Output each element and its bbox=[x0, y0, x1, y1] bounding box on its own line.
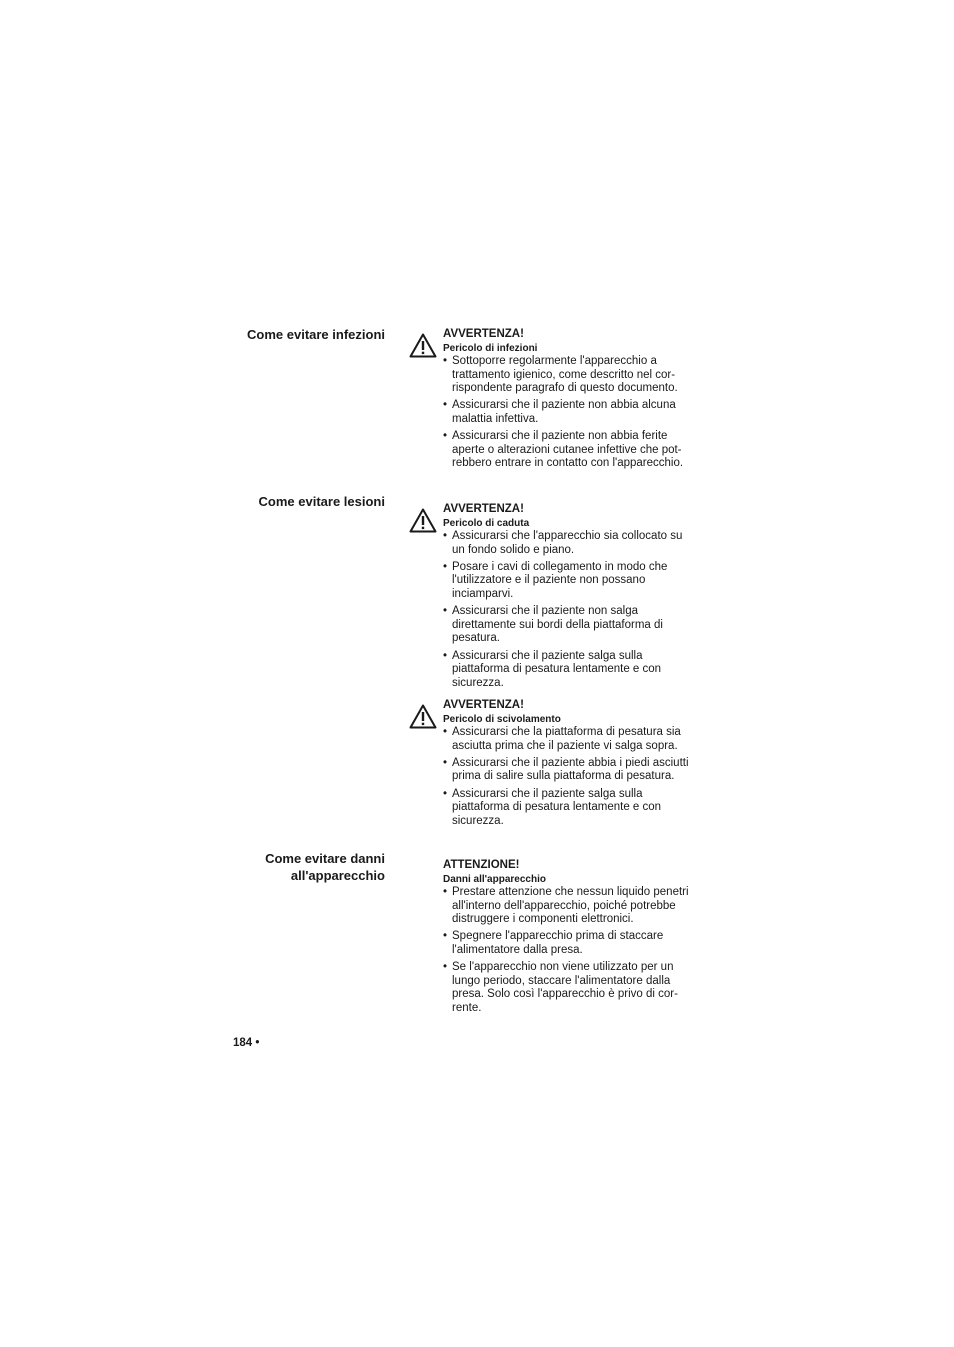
page-number: 184 • bbox=[233, 1037, 260, 1049]
list-item-line: Assicurarsi che il paziente abbia i piedi asciutti bbox=[452, 756, 689, 769]
warning-triangle-icon bbox=[409, 704, 437, 729]
list-item bbox=[443, 530, 709, 557]
section-title-infezioni bbox=[185, 326, 385, 343]
warning-subheading: Pericolo di caduta bbox=[443, 518, 530, 529]
list-item bbox=[443, 930, 709, 957]
list-item bbox=[443, 757, 709, 784]
list-item-line: Assicurarsi che il paziente non abbia ferite bbox=[452, 430, 668, 443]
list-item-line: l'alimentatore dalla presa. bbox=[452, 943, 583, 956]
list-item-line: sicurezza. bbox=[452, 676, 504, 689]
list-item bbox=[443, 886, 709, 927]
warning-list bbox=[443, 726, 709, 828]
warning-heading: AVVERTENZA! bbox=[443, 503, 524, 515]
list-item-line: Assicurarsi che il paziente non salga bbox=[452, 605, 639, 618]
section-title-line: all'apparecchio bbox=[290, 868, 385, 883]
section-title-danni bbox=[185, 850, 385, 884]
warning-triangle-icon bbox=[409, 333, 437, 358]
warning-block-infezioni bbox=[409, 327, 709, 475]
list-item bbox=[443, 961, 709, 1015]
list-item-line: Assicurarsi che la piattaforma di pesatura sia bbox=[452, 726, 681, 738]
list-item-line: inciamparvi. bbox=[452, 587, 514, 600]
list-item-line: piattaforma di pesatura lentamente e con bbox=[452, 801, 662, 814]
list-item-line: lungo periodo, staccare l'alimentatore dalla bbox=[452, 974, 671, 987]
warning-list bbox=[443, 355, 709, 471]
warning-block-scivolamento bbox=[409, 698, 709, 832]
section-title-line: Come evitare infezioni bbox=[247, 327, 385, 342]
section-title-line: Come evitare lesioni bbox=[258, 494, 385, 509]
list-item-line: trattamento igienico, come descritto nel cor- bbox=[452, 368, 676, 381]
list-item-line: asciutta prima che il paziente vi salga sopra. bbox=[452, 739, 678, 752]
list-item-line: rebbero entrare in contatto con l'apparecchio. bbox=[452, 457, 684, 470]
list-item-line: pesatura. bbox=[452, 632, 500, 645]
list-item bbox=[443, 726, 709, 753]
warning-heading: AVVERTENZA! bbox=[443, 699, 524, 711]
caution-block-danni bbox=[409, 858, 709, 1019]
list-item bbox=[443, 605, 709, 646]
warning-triangle-icon bbox=[409, 508, 437, 533]
list-item-line: rente. bbox=[452, 1001, 482, 1014]
list-item bbox=[443, 399, 709, 426]
list-item-line: Sottoporre regolarmente l'apparecchio a bbox=[452, 355, 657, 367]
list-item-line: Posare i cavi di collegamento in modo che bbox=[452, 560, 668, 573]
list-item-line: Se l'apparecchio non viene utilizzato per un bbox=[452, 961, 674, 974]
list-item-line: Spegnere l'apparecchio prima di staccare bbox=[452, 930, 664, 943]
warning-block-caduta bbox=[409, 502, 709, 694]
list-item bbox=[443, 561, 709, 602]
list-item-line: Prestare attenzione che nessun liquido penetri bbox=[452, 886, 689, 898]
list-item-line: prima di salire sulla piattaforma di pesatura. bbox=[452, 770, 675, 783]
list-item-line: piattaforma di pesatura lentamente e con bbox=[452, 663, 662, 676]
list-item-line: un fondo solido e piano. bbox=[452, 543, 575, 556]
list-item-line: direttamente sui bordi della piattaforma di bbox=[452, 618, 663, 631]
list-item-line: malattia infettiva. bbox=[452, 412, 539, 425]
warning-list bbox=[443, 530, 709, 690]
list-item-line: presa. Solo così l'apparecchio è privo di cor- bbox=[452, 988, 678, 1001]
warning-subheading: Pericolo di scivolamento bbox=[443, 714, 561, 725]
caution-list bbox=[443, 886, 709, 1016]
list-item-line: l'utilizzatore e il paziente non possano bbox=[452, 574, 646, 587]
list-item-line: Assicurarsi che l'apparecchio sia collocato su bbox=[452, 530, 683, 542]
warning-subheading: Pericolo di infezioni bbox=[443, 343, 538, 354]
list-item-line: Assicurarsi che il paziente non abbia alcuna bbox=[452, 399, 676, 412]
list-item-line: sicurezza. bbox=[452, 814, 504, 827]
list-item-line: aperte o alterazioni cutanee infettive che pot- bbox=[452, 443, 682, 456]
list-item bbox=[443, 355, 709, 396]
list-item-line: Assicurarsi che il paziente salga sulla bbox=[452, 649, 643, 662]
warning-heading: AVVERTENZA! bbox=[443, 328, 524, 340]
section-title-line: Come evitare danni bbox=[265, 851, 385, 866]
list-item-line: rispondente paragrafo di questo documento. bbox=[452, 382, 678, 395]
list-item bbox=[443, 650, 709, 691]
caution-heading: ATTENZIONE! bbox=[443, 859, 520, 871]
section-title-lesioni bbox=[185, 493, 385, 510]
list-item-line: distruggere i componenti elettronici. bbox=[452, 913, 634, 926]
list-item-line: Assicurarsi che il paziente salga sulla bbox=[452, 787, 643, 800]
list-item bbox=[443, 430, 709, 471]
caution-subheading: Danni all'apparecchio bbox=[443, 874, 546, 885]
list-item bbox=[443, 788, 709, 829]
list-item-line: all'interno dell'apparecchio, poiché potrebbe bbox=[452, 899, 676, 912]
